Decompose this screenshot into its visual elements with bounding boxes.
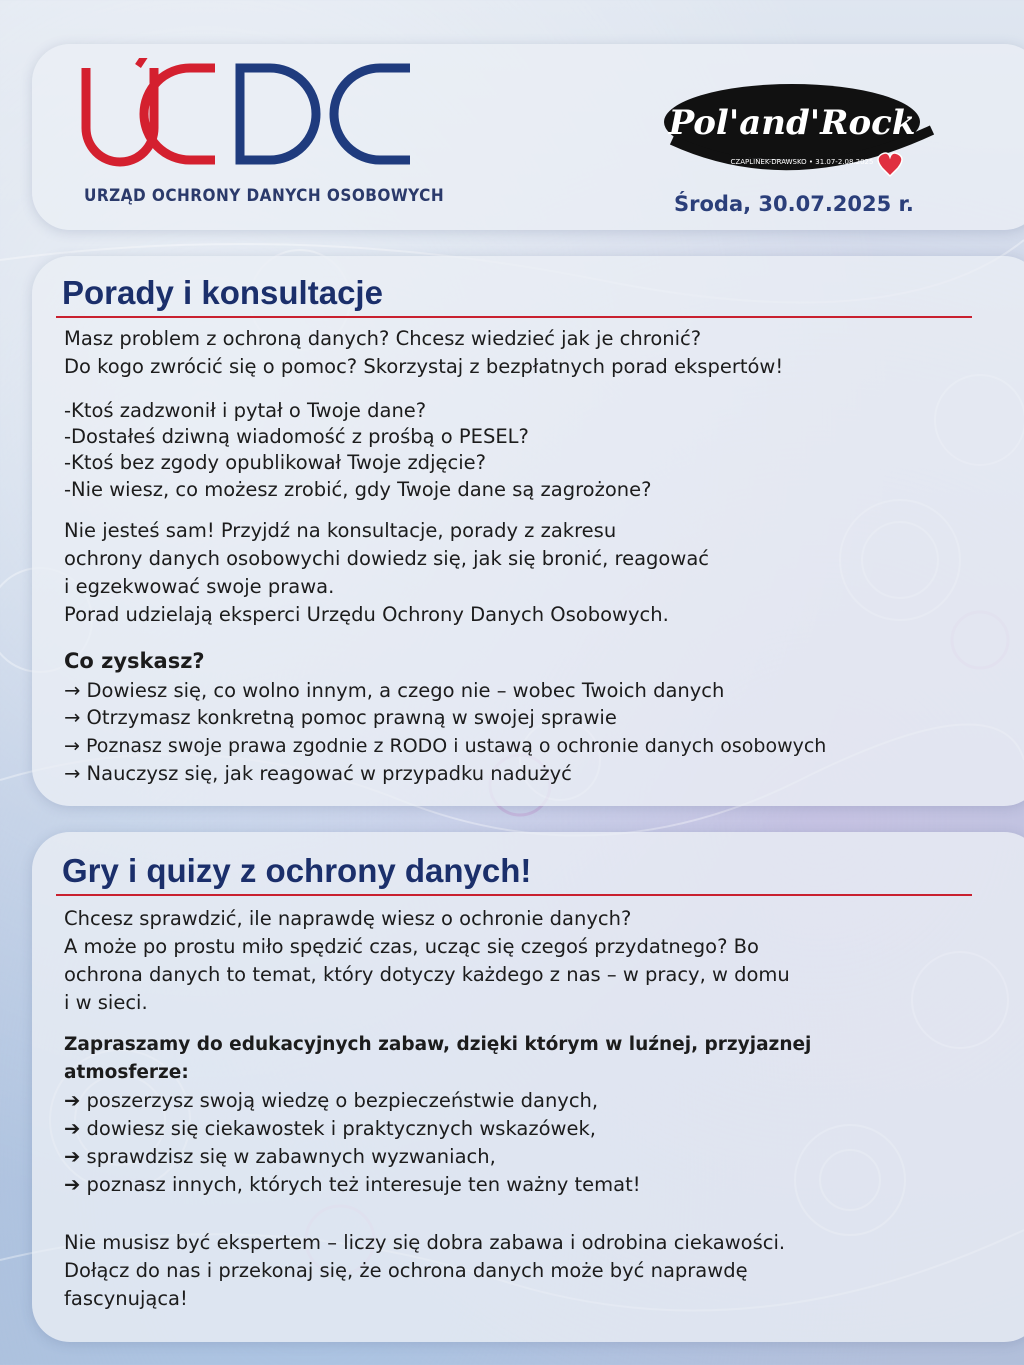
gain-item: → Poznasz swoje prawa zgodnie z RODO i ustawą o ochronie danych osobowych	[64, 735, 827, 757]
porady-title: Porady i konsultacje	[62, 274, 383, 311]
porady-question: -Nie wiesz, co możesz zrobić, gdy Twoje dane są zagrożone?	[64, 478, 652, 501]
porady-intro-line: Do kogo zwrócić się o pomoc? Skorzystaj z bezpłatnych porad ekspertów!	[64, 355, 784, 378]
gry-bullet: ➔ poszerzysz swoją wiedzę o bezpieczeństwie danych,	[64, 1089, 599, 1112]
gry-divider	[56, 894, 972, 896]
porady-question: -Dostałeś dziwną wiadomość z prośbą o PESEL?	[64, 425, 529, 448]
gry-outro-line: Dołącz do nas i przekonaj się, że ochrona danych może być naprawdę	[64, 1259, 748, 1282]
gry-intro-line: i w sieci.	[64, 991, 148, 1014]
gain-item: → Dowiesz się, co wolno innym, a czego nie – wobec Twoich danych	[64, 679, 725, 702]
gain-item: → Nauczysz się, jak reagować w przypadku nadużyć	[64, 762, 572, 785]
gry-intro-line: A może po prostu miło spędzić czas, ucząc się czegoś przydatnego? Bo	[64, 935, 759, 958]
porady-divider	[56, 316, 972, 318]
polandrock-logo-icon	[652, 60, 952, 190]
porady-question: -Ktoś bez zgody opublikował Twoje zdjęcie?	[64, 451, 486, 474]
uodo-logo-icon	[80, 58, 440, 168]
gry-intro-line: ochrona danych to temat, który dotyczy każdego z nas – w pracy, w domu	[64, 963, 790, 986]
org-name: URZĄD OCHRONY DANYCH OSOBOWYCH	[84, 186, 445, 206]
porady-body-line: i egzekwować swoje prawa.	[64, 575, 335, 598]
event-date: Środa, 30.07.2025 r.	[674, 192, 914, 216]
porady-intro-line: Masz problem z ochroną danych? Chcesz wiedzieć jak je chronić?	[64, 327, 702, 350]
porady-question: -Ktoś zadzwonił i pytał o Twoje dane?	[64, 399, 427, 422]
svg-text:CZAPLINEK-DRAWSKO • 31.07-2.08: CZAPLINEK-DRAWSKO • 31.07-2.08.2025	[730, 158, 874, 166]
gry-outro-line: fascynująca!	[64, 1287, 188, 1310]
gry-bullet: ➔ sprawdzisz się w zabawnych wyzwaniach,	[64, 1145, 496, 1168]
gry-outro-line: Nie musisz być ekspertem – liczy się dobra zabawa i odrobina ciekawości.	[64, 1231, 786, 1254]
svg-text:Pol'and'Rock: Pol'and'Rock	[668, 103, 916, 143]
gry-intro-line: Chcesz sprawdzić, ile naprawdę wiesz o ochronie danych?	[64, 907, 632, 930]
gry-bullet: ➔ poznasz innych, których też interesuje ten ważny temat!	[64, 1173, 641, 1196]
gry-bullet: ➔ dowiesz się ciekawostek i praktycznych wskazówek,	[64, 1117, 596, 1140]
porady-body-line: Porad udzielają eksperci Urzędu Ochrony Danych Osobowych.	[64, 603, 669, 626]
gry-invite-line: Zapraszamy do edukacyjnych zabaw, dzięki którym w luźnej, przyjaznej	[64, 1034, 812, 1055]
gry-title: Gry i quizy z ochrony danych!	[62, 852, 532, 889]
porady-body-line: Nie jesteś sam! Przyjdź na konsultacje, porady z zakresu	[64, 519, 617, 542]
gain-heading: Co zyskasz?	[64, 649, 205, 673]
gain-item: → Otrzymasz konkretną pomoc prawną w swojej sprawie	[64, 706, 617, 729]
porady-body-line: ochrony danych osobowychi dowiedz się, jak się bronić, reagować	[64, 547, 709, 570]
gry-invite-line: atmosferze:	[64, 1062, 189, 1083]
